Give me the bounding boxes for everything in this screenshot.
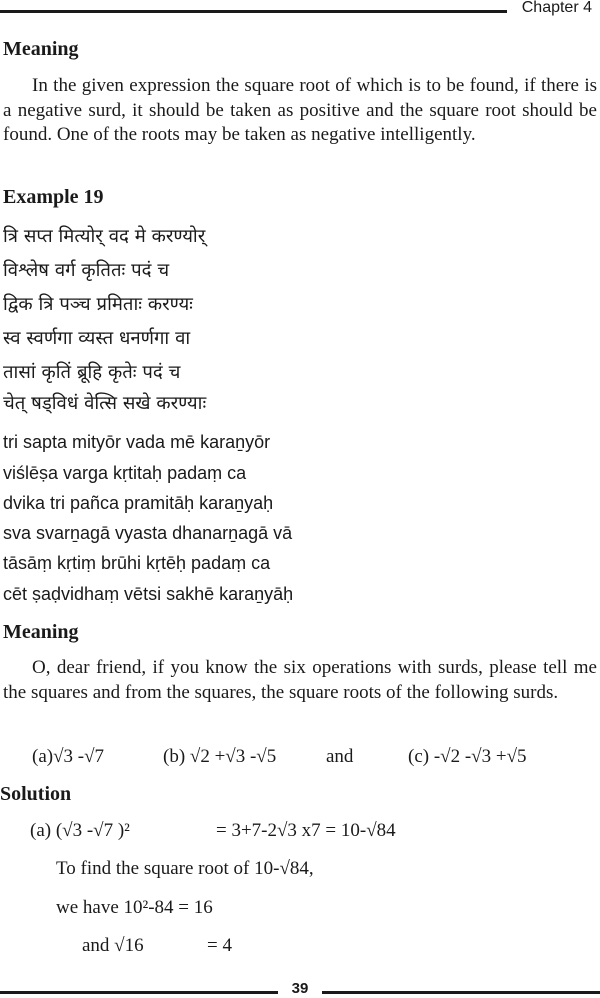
meaning-heading-1: Meaning (3, 38, 79, 60)
page-number: 39 (291, 980, 309, 997)
transliteration-line: sva svarṉagā vyasta dhanarṉagā vā (3, 523, 293, 543)
sanskrit-line: त्रि सप्त मित्योर् वद मे करण्योर् (3, 226, 206, 247)
problem-c: (c) -√2 -√3 +√5 (408, 746, 527, 767)
sanskrit-line: चेत् षड्विधं वेत्सि सखे करण्याः (3, 393, 207, 414)
solution-line-4-rhs: = 4 (207, 935, 232, 956)
problem-and: and (326, 746, 354, 767)
transliteration-line: tri sapta mityōr vada mē karaṉyōr (3, 432, 271, 452)
transliteration-line: tāsāṃ kṛtiṃ brūhi kṛtēḥ padaṃ ca (3, 553, 271, 573)
solution-line-1-rhs: = 3+7-2√3 x7 = 10-√84 (216, 820, 396, 841)
chapter-label: Chapter 4 (521, 0, 592, 16)
solution-line-3: we have 10²-84 = 16 (56, 897, 213, 918)
example-heading: Example 19 (3, 186, 104, 208)
transliteration-line: viślēṣa varga kṛtitaḥ padaṃ ca (3, 463, 247, 483)
problem-a: (a)√3 -√7 (32, 746, 105, 767)
sanskrit-line: तासां कृतिं ब्रूहि कृतेः पदं च (3, 362, 181, 383)
solution-line-4-lhs: and √16 (82, 935, 144, 956)
sanskrit-line: स्व स्वर्णगा व्यस्त धनर्णगा वा (3, 328, 191, 349)
meaning-paragraph-1: In the given expression the square root of which is to be found, if there is a negative surd, it should be taken as positive and the square root should be found. One of the roots may be taken as negative intelligently. (3, 75, 597, 145)
solution-heading: Solution (0, 783, 72, 805)
solution-line-1-lhs: (a) (√3 -√7 )² (30, 820, 130, 841)
header-rule (0, 10, 507, 13)
meaning-heading-2: Meaning (3, 621, 79, 643)
sanskrit-line: विश्लेष वर्ग कृतितः पदं च (3, 260, 170, 281)
meaning-paragraph-2: O, dear friend, if you know the six operations with surds, please tell me the squares and from the squares, the square roots of the following surds. (3, 657, 597, 703)
solution-line-2: To find the square root of 10-√84, (56, 858, 314, 879)
transliteration-line: cēt ṣaḍvidhaṃ vētsi sakhē karaṉyāḥ (3, 584, 294, 604)
problem-b: (b) √2 +√3 -√5 (163, 746, 277, 767)
footer-rule-right (322, 991, 600, 994)
transliteration-line: dvika tri pañca pramitāḥ karaṉyaḥ (3, 493, 274, 513)
sanskrit-line: द्विक त्रि पञ्च प्रमिताः करण्यः (3, 294, 193, 315)
